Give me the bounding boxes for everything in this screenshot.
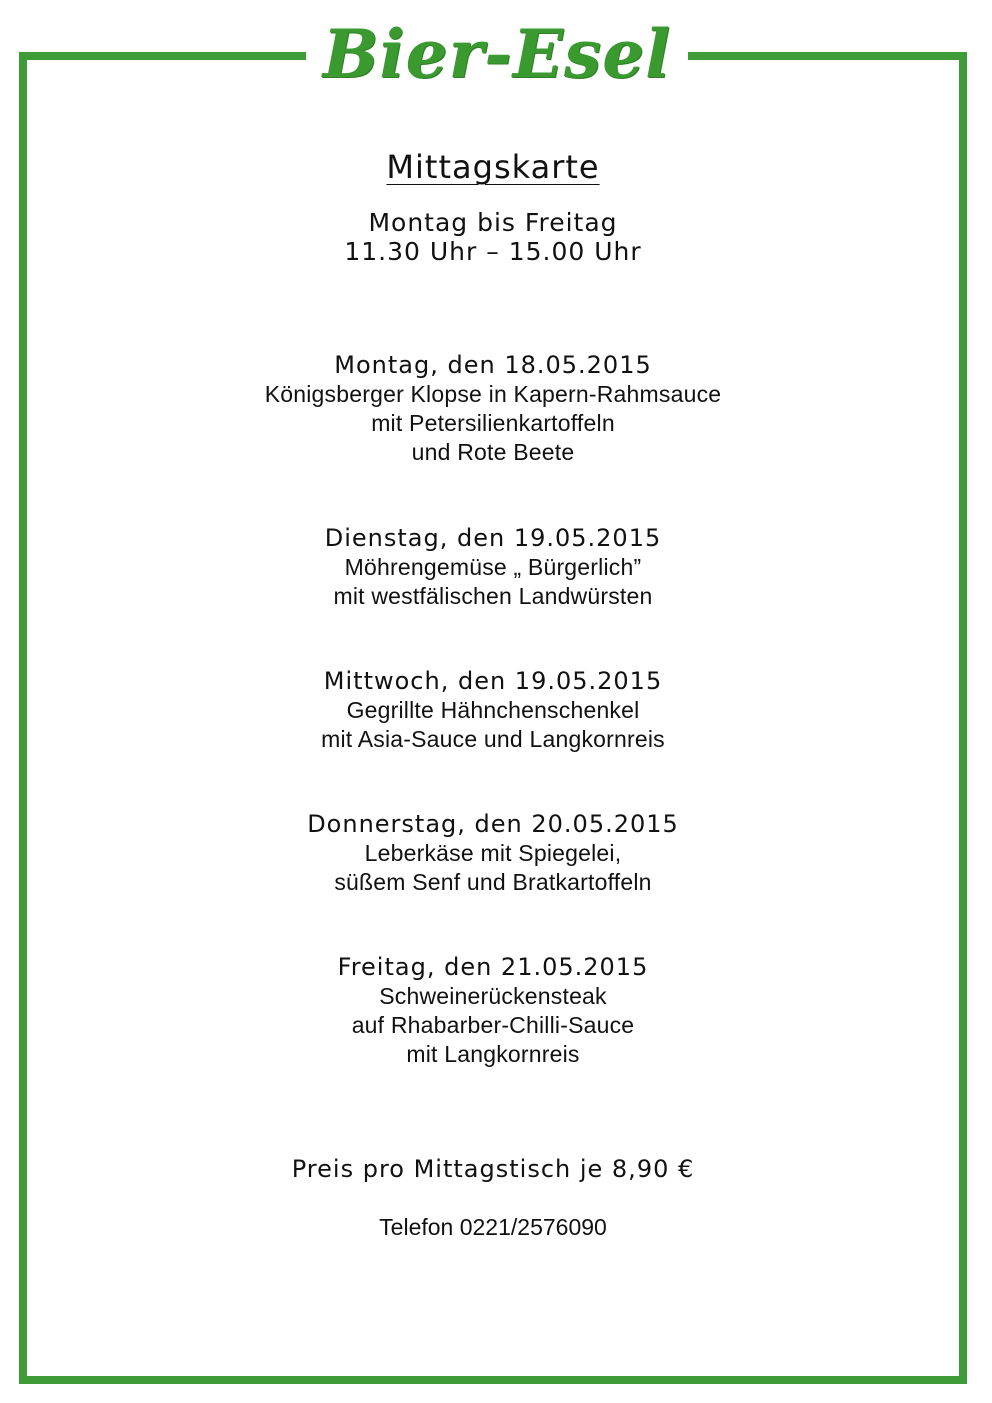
dish-line: und Rote Beete xyxy=(411,439,575,465)
day-title: Montag, den 18.05.2015 xyxy=(334,351,652,379)
menu-day-monday xyxy=(27,351,959,467)
dish-line: süßem Senf und Bratkartoffeln xyxy=(334,869,652,895)
menu-day-thursday xyxy=(27,810,959,897)
menu-title xyxy=(27,147,959,187)
phone-number: Telefon 0221/2576090 xyxy=(379,1214,607,1240)
day-title: Dienstag, den 19.05.2015 xyxy=(324,524,662,552)
dish-line: mit Petersilienkartoffeln xyxy=(371,410,615,436)
opening-days: Montag bis Freitag xyxy=(368,208,618,237)
brand-logo: Bier-Esel xyxy=(306,8,688,100)
opening-time: 11.30 Uhr – 15.00 Uhr xyxy=(344,237,642,266)
dish-line: mit Langkornreis xyxy=(406,1041,580,1067)
opening-hours xyxy=(27,208,959,266)
day-title: Freitag, den 21.05.2015 xyxy=(337,953,649,981)
menu-day-tuesday xyxy=(27,524,959,611)
day-title: Donnerstag, den 20.05.2015 xyxy=(307,810,679,838)
dish-line: auf Rhabarber-Chilli-Sauce xyxy=(351,1012,635,1038)
dish-line: mit Asia-Sauce und Langkornreis xyxy=(321,726,665,752)
lunch-price: Preis pro Mittagstisch je 8,90 € xyxy=(291,1155,695,1183)
menu-day-friday xyxy=(27,953,959,1069)
dish-line: Schweinerückensteak xyxy=(379,983,607,1009)
menu-day-wednesday xyxy=(27,667,959,754)
dish-line: mit westfälischen Landwürsten xyxy=(333,583,653,609)
dish-line: Möhrengemüse „ Bürgerlich” xyxy=(344,554,642,580)
dish-line: Gegrillte Hähnchenschenkel xyxy=(346,697,640,723)
day-title: Mittwoch, den 19.05.2015 xyxy=(323,667,663,695)
dish-line: Königsberger Klopse in Kapern-Rahmsauce xyxy=(264,381,722,407)
dish-line: Leberkäse mit Spiegelei, xyxy=(364,840,622,866)
menu-title-text: Mittagskarte xyxy=(386,148,600,186)
